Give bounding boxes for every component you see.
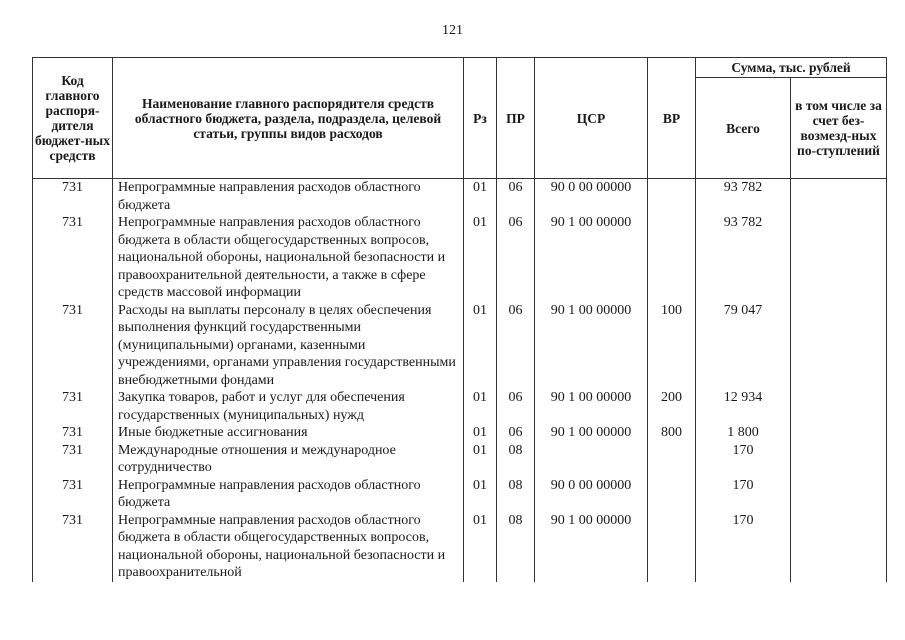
cell-name: Иные бюджетные ассигнования	[113, 424, 464, 442]
header-gratuitous: в том числе за счет без-возмезд-ных по-ступлений	[791, 78, 887, 179]
cell-csr: 90 1 00 00000	[535, 512, 648, 582]
cell-gratuitous	[791, 302, 887, 390]
cell-vr	[648, 477, 696, 512]
cell-vr	[648, 214, 696, 302]
cell-gratuitous	[791, 442, 887, 477]
table-row	[33, 512, 887, 582]
budget-table	[32, 57, 887, 582]
cell-name: Международные отношения и международное сотрудничество	[113, 442, 464, 477]
cell-gratuitous	[791, 389, 887, 424]
cell-rz: 01	[464, 512, 497, 582]
cell-total: 12 934	[696, 389, 791, 424]
cell-name: Непрограммные направления расходов областного бюджета	[113, 477, 464, 512]
table-row	[33, 389, 887, 424]
cell-total: 93 782	[696, 179, 791, 215]
table-row	[33, 424, 887, 442]
header-vr: ВР	[648, 58, 696, 179]
cell-rz: 01	[464, 424, 497, 442]
cell-csr: 90 0 00 00000	[535, 179, 648, 215]
cell-csr: 90 1 00 00000	[535, 389, 648, 424]
cell-code: 731	[33, 424, 113, 442]
cell-name: Непрограммные направления расходов областного бюджета в области общегосударственных вопросов, национальной обороны, национальной безопасности и правоохранительной деятельности, а также в сфере средств массовой информации	[113, 214, 464, 302]
cell-csr: 90 1 00 00000	[535, 302, 648, 390]
cell-pr: 06	[497, 424, 535, 442]
cell-gratuitous	[791, 477, 887, 512]
cell-vr	[648, 442, 696, 477]
header-code: Код главного распоря-дителя бюджет-ных средств	[33, 58, 113, 179]
cell-rz: 01	[464, 442, 497, 477]
header-pr: ПР	[497, 58, 535, 179]
cell-pr: 06	[497, 214, 535, 302]
cell-rz: 01	[464, 302, 497, 390]
cell-rz: 01	[464, 179, 497, 215]
cell-pr: 08	[497, 442, 535, 477]
cell-rz: 01	[464, 214, 497, 302]
cell-vr: 200	[648, 389, 696, 424]
cell-pr: 06	[497, 179, 535, 215]
table-row	[33, 302, 887, 390]
cell-total: 170	[696, 442, 791, 477]
header-rz: Рз	[464, 58, 497, 179]
cell-rz: 01	[464, 389, 497, 424]
cell-gratuitous	[791, 512, 887, 582]
cell-total: 1 800	[696, 424, 791, 442]
cell-name: Закупка товаров, работ и услуг для обеспечения государственных (муниципальных) нужд	[113, 389, 464, 424]
page-number: 121	[442, 23, 463, 38]
header-total: Всего	[696, 78, 791, 179]
table-row	[33, 214, 887, 302]
cell-vr: 100	[648, 302, 696, 390]
cell-csr	[535, 442, 648, 477]
cell-vr: 800	[648, 424, 696, 442]
cell-csr: 90 1 00 00000	[535, 424, 648, 442]
cell-name: Непрограммные направления расходов областного бюджета	[113, 179, 464, 215]
table-row	[33, 442, 887, 477]
cell-gratuitous	[791, 214, 887, 302]
cell-total: 170	[696, 512, 791, 582]
cell-name: Непрограммные направления расходов областного бюджета в области общегосударственных вопросов, национальной обороны, национальной безопасности и правоохранительной	[113, 512, 464, 582]
cell-csr: 90 1 00 00000	[535, 214, 648, 302]
cell-code: 731	[33, 512, 113, 582]
cell-code: 731	[33, 442, 113, 477]
cell-code: 731	[33, 214, 113, 302]
cell-code: 731	[33, 302, 113, 390]
cell-vr	[648, 512, 696, 582]
header-csr: ЦСР	[535, 58, 648, 179]
cell-code: 731	[33, 477, 113, 512]
cell-pr: 06	[497, 389, 535, 424]
cell-gratuitous	[791, 424, 887, 442]
cell-pr: 08	[497, 477, 535, 512]
cell-code: 731	[33, 179, 113, 215]
cell-pr: 06	[497, 302, 535, 390]
cell-vr	[648, 179, 696, 215]
cell-total: 79 047	[696, 302, 791, 390]
header-name: Наименование главного распорядителя средств областного бюджета, раздела, подраздела, целевой статьи, группы видов расходов	[113, 58, 464, 179]
cell-code: 731	[33, 389, 113, 424]
cell-pr: 08	[497, 512, 535, 582]
cell-total: 170	[696, 477, 791, 512]
cell-rz: 01	[464, 477, 497, 512]
table-row	[33, 179, 887, 215]
cell-total: 93 782	[696, 214, 791, 302]
cell-name: Расходы на выплаты персоналу в целях обеспечения выполнения функций государственными (муниципальными) органами, казенными учреждениями, органами управления государственными внебюджетными фондами	[113, 302, 464, 390]
header-sum: Сумма, тыс. рублей	[696, 58, 887, 78]
cell-gratuitous	[791, 179, 887, 215]
table-row	[33, 477, 887, 512]
cell-csr: 90 0 00 00000	[535, 477, 648, 512]
